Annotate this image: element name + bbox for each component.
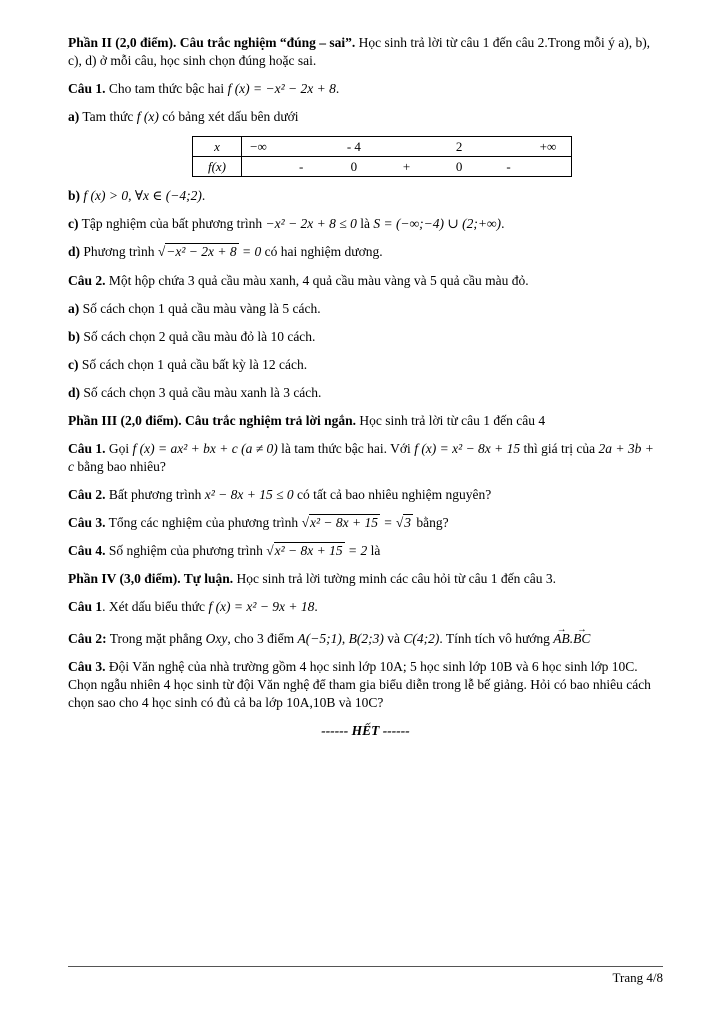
sign-table-row-fx bbox=[193, 157, 571, 176]
x-neg-infinity: −∞ bbox=[250, 139, 267, 155]
part2-q2-text: Một hộp chứa 3 quả cầu màu xanh, 4 quả cầu màu vàng và 5 quả cầu màu đỏ. bbox=[105, 272, 529, 288]
vector-AB: AB → bbox=[553, 630, 570, 648]
part4-q1-math: f (x) = x² − 9x + 18 bbox=[208, 599, 315, 615]
part4-q2-va: và bbox=[383, 630, 404, 646]
radical-icon: √ bbox=[157, 244, 166, 260]
part2-heading-rest: Học sinh trả lời từ câu 1 đến câu 2.Trong mỗi ý a), b), c), d) ở mỗi câu, học sinh chọn đúng hoặc sai. bbox=[68, 35, 651, 69]
part3-q1-label: Câu 1. bbox=[68, 441, 106, 457]
item-c-math1: −x² − 2x + 8 ≤ 0 bbox=[265, 216, 357, 232]
part3-heading bbox=[68, 412, 663, 430]
part4-q3-text: Đội Văn nghệ của nhà trường gồm 4 học sinh lớp 10A; 5 học sinh lớp 10B và 6 học sinh lớp 10C. Chọn ngẫu nhiên 4 học sinh từ đội Văn nghệ để tham gia biểu diễn trong lễ bế giảng. Hỏi có bao nhiêu cách chọn sao cho 4 học sinh có đủ cả ba lớp 10A,10B và 10C? bbox=[68, 658, 651, 710]
part3-q2-label: Câu 2. bbox=[68, 487, 106, 503]
item-d-post: có hai nghiệm dương. bbox=[261, 244, 383, 260]
part4-q1 bbox=[68, 598, 663, 616]
part2-q2-intro bbox=[68, 272, 663, 290]
part3-q1-post: bằng bao nhiêu? bbox=[74, 459, 166, 475]
part3-q4-eq: = 2 bbox=[344, 543, 368, 559]
sign-table-x-cells bbox=[242, 137, 571, 156]
item-d-radicand: −x² − 2x + 8 bbox=[166, 244, 237, 260]
item-a-post: có bảng xét dấu bên dưới bbox=[158, 109, 299, 125]
part2-heading bbox=[68, 34, 663, 70]
end-marker: ------ HẾT ------ bbox=[321, 722, 410, 738]
part2-q1-label: Câu 1. bbox=[68, 81, 106, 97]
part3-q4-label: Câu 4. bbox=[68, 543, 106, 559]
item-d-pre: Phương trình bbox=[80, 244, 158, 260]
x-root-2: 2 bbox=[455, 139, 463, 155]
part4-q3-label: Câu 3. bbox=[68, 658, 106, 674]
part3-q1-mid2: thì giá trị của bbox=[520, 441, 599, 457]
q2-item-b-text: Số cách chọn 2 quả cầu màu đỏ là 10 cách. bbox=[80, 328, 316, 344]
sign-table bbox=[192, 136, 572, 177]
sign-table-fx-cells bbox=[242, 157, 571, 176]
item-a-pre: Tam thức bbox=[79, 109, 137, 125]
item-b-label: b) bbox=[68, 188, 81, 204]
item-c-label: c) bbox=[68, 216, 79, 232]
page-footer bbox=[68, 966, 663, 986]
item-a-math: f (x) bbox=[136, 109, 159, 125]
part3-q3-radicand2: 3 bbox=[404, 515, 412, 531]
x-pos-infinity: +∞ bbox=[539, 139, 557, 155]
item-c-math2: S = (−∞;−4) ∪ (2;+∞) bbox=[373, 216, 502, 232]
part2-q1-end: . bbox=[335, 81, 340, 97]
sqrt-expression bbox=[302, 514, 380, 530]
part2-q1-item-c bbox=[68, 215, 663, 233]
part2-q1-intro bbox=[68, 80, 663, 98]
sign-table-x-label: x bbox=[193, 137, 242, 156]
part3-q4 bbox=[68, 542, 663, 560]
part3-heading-bold: Phần III (2,0 điểm). Câu trắc nghiệm trả lời ngắn. bbox=[68, 412, 356, 428]
sqrt-expression bbox=[158, 243, 239, 259]
part3-q4-pre: Số nghiệm của phương trình bbox=[105, 543, 267, 559]
part4-q3 bbox=[68, 658, 663, 712]
sign-table-row-x bbox=[193, 137, 571, 157]
part2-q1-math: f (x) = −x² − 2x + 8 bbox=[227, 81, 336, 97]
q2-item-c-text: Số cách chọn 1 quả cầu bất kỳ là 12 cách. bbox=[78, 356, 308, 372]
item-c-end: . bbox=[501, 216, 505, 232]
part3-q4-post: là bbox=[367, 543, 381, 559]
part2-q2-item-a bbox=[68, 300, 663, 318]
part3-q3-pre: Tổng các nghiệm của phương trình bbox=[105, 515, 302, 531]
vector-BC: BC → bbox=[573, 630, 590, 648]
page-number: Trang 4/8 bbox=[612, 970, 663, 985]
part4-q2-comma: , bbox=[341, 630, 349, 646]
part2-q2-item-c bbox=[68, 356, 663, 374]
part4-q2-mid2: . Tính tích vô hướng bbox=[439, 630, 554, 646]
q2-item-d-label: d) bbox=[68, 384, 81, 400]
part3-q1-math1: f (x) = ax² + bx + c (a ≠ 0) bbox=[132, 441, 278, 457]
part3-q1-pre: Gọi bbox=[105, 441, 133, 457]
vector-dot: . bbox=[569, 630, 574, 646]
q2-item-a-label: a) bbox=[68, 300, 80, 316]
part4-q2-mid1: , cho 3 điểm bbox=[227, 630, 298, 646]
q2-item-d-text: Số cách chọn 3 quả cầu màu xanh là 3 cách. bbox=[80, 384, 322, 400]
part3-q3 bbox=[68, 514, 663, 532]
part3-q2-post: có tất cả bao nhiêu nghiệm nguyên? bbox=[293, 487, 492, 503]
part3-q3-post: bằng? bbox=[413, 515, 449, 531]
zero-2: 0 bbox=[455, 159, 463, 175]
radical-icon: √ bbox=[266, 543, 274, 559]
sqrt-expression bbox=[266, 542, 344, 558]
part2-q1-pre: Cho tam thức bậc hai bbox=[105, 81, 228, 97]
item-d-label: d) bbox=[68, 244, 81, 260]
part4-q2 bbox=[68, 627, 663, 648]
point-A: A(−5;1) bbox=[297, 630, 342, 646]
item-d-eq: = 0 bbox=[238, 244, 262, 260]
part4-heading bbox=[68, 570, 663, 588]
part3-q2 bbox=[68, 486, 663, 504]
part4-q2-label: Câu 2: bbox=[68, 630, 107, 646]
part3-q3-label: Câu 3. bbox=[68, 515, 106, 531]
part3-q3-eq: = bbox=[380, 515, 396, 531]
part4-q1-pre: . Xét dấu biểu thức bbox=[102, 599, 209, 615]
item-c-pre: Tập nghiệm của bất phương trình bbox=[78, 216, 266, 232]
part2-q1-item-b bbox=[68, 187, 663, 205]
radical-icon: √ bbox=[301, 515, 309, 531]
part4-q1-label: Câu 1 bbox=[68, 599, 103, 615]
item-c-mid: là bbox=[356, 216, 374, 232]
item-a-label: a) bbox=[68, 109, 80, 125]
x-root-minus4: - 4 bbox=[346, 139, 361, 155]
part4-q2-pre: Trong mặt phẳng bbox=[106, 630, 206, 646]
part3-q2-pre: Bất phương trình bbox=[105, 487, 205, 503]
part3-q4-radicand: x² − 8x + 15 bbox=[274, 543, 343, 559]
part2-q2-item-d bbox=[68, 384, 663, 402]
sign-minus-2: - bbox=[506, 159, 511, 175]
part4-heading-rest: Học sinh trả lời tường minh các câu hỏi từ câu 1 đến câu 3. bbox=[233, 571, 556, 587]
q2-item-a-text: Số cách chọn 1 quả cầu màu vàng là 5 cách. bbox=[79, 300, 321, 316]
part2-q1-item-a bbox=[68, 108, 663, 126]
radical-icon: √ bbox=[395, 515, 404, 531]
part2-q2-item-b bbox=[68, 328, 663, 346]
part2-q1-item-d bbox=[68, 243, 663, 261]
point-C: C(4;2) bbox=[403, 630, 440, 646]
part4-heading-bold: Phần IV (3,0 điểm). Tự luận. bbox=[68, 571, 234, 587]
part2-heading-bold: Phần II (2,0 điểm). Câu trắc nghiệm “đúng – sai”. bbox=[68, 35, 356, 50]
q2-item-c-label: c) bbox=[68, 356, 79, 372]
sqrt-expression bbox=[396, 514, 413, 530]
item-b-math: f (x) > 0, ∀x ∈ (−4;2) bbox=[83, 188, 202, 204]
part2-q2-label: Câu 2. bbox=[68, 272, 106, 288]
zero-1: 0 bbox=[350, 159, 358, 175]
point-B: B(2;3) bbox=[348, 630, 384, 646]
sign-table-fx-label: f(x) bbox=[193, 157, 242, 176]
part3-q3-radicand1: x² − 8x + 15 bbox=[309, 515, 378, 531]
part3-q2-math: x² − 8x + 15 ≤ 0 bbox=[204, 487, 294, 503]
part4-q1-end: . bbox=[314, 599, 318, 615]
sign-plus: + bbox=[402, 159, 411, 175]
part3-q1 bbox=[68, 440, 663, 476]
part3-heading-rest: Học sinh trả lời từ câu 1 đến câu 4 bbox=[355, 412, 546, 428]
part3-q1-math2: f (x) = x² − 8x + 15 bbox=[414, 441, 521, 457]
part3-q1-math3: 2a + 3b + c bbox=[68, 441, 654, 475]
q2-item-b-label: b) bbox=[68, 328, 81, 344]
part3-q1-mid1: là tam thức bậc hai. Với bbox=[277, 441, 415, 457]
item-b-end: . bbox=[201, 188, 206, 204]
sign-minus-1: - bbox=[299, 159, 304, 175]
part4-q2-oxy: Oxy bbox=[205, 630, 228, 646]
